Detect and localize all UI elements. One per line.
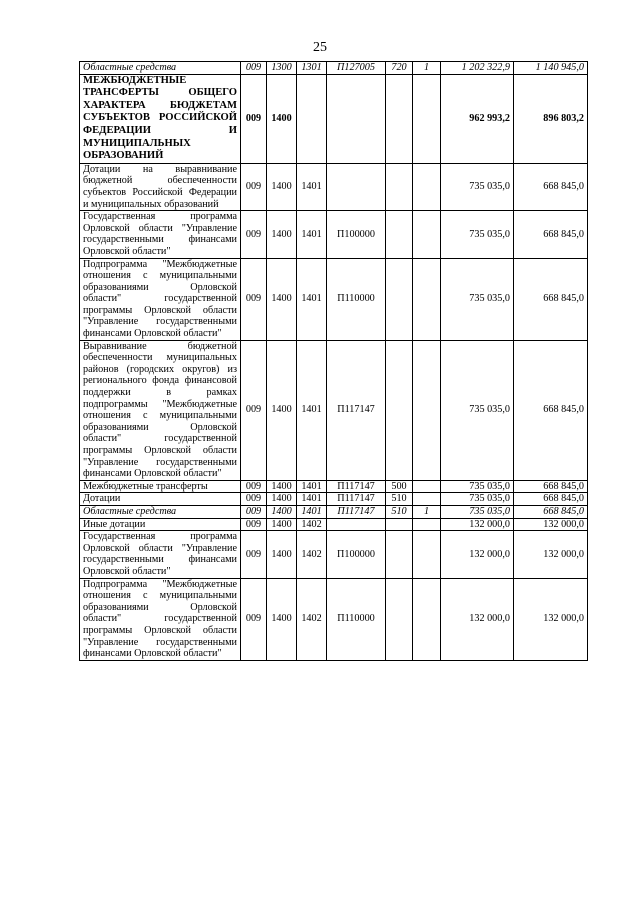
cell-funding-source [413,493,441,506]
cell-expense-type [386,74,413,163]
cell-name: Иные дотации [80,518,241,531]
cell-target-article: П110000 [327,578,386,660]
cell-target-article: П117147 [327,493,386,506]
cell-name: Областные средства [80,505,241,518]
cell-subsection: 1401 [297,258,327,340]
cell-amount-year-1: 735 035,0 [441,211,514,258]
cell-ministry-code: 009 [241,258,267,340]
cell-name: Государственная программа Орловской области "Управление государственными финансами Орловской области" [80,211,241,258]
cell-amount-year-2: 668 845,0 [514,480,588,493]
cell-ministry-code: 009 [241,531,267,578]
cell-target-article [327,518,386,531]
cell-subsection: 1401 [297,340,327,480]
cell-name: Государственная программа Орловской области "Управление государственными финансами Орловской области" [80,531,241,578]
cell-amount-year-2: 132 000,0 [514,531,588,578]
cell-funding-source: 1 [413,62,441,75]
cell-name: Межбюджетные трансферты [80,480,241,493]
cell-section: 1400 [267,518,297,531]
table-row [80,340,588,480]
cell-funding-source [413,480,441,493]
table-row [80,62,588,75]
cell-amount-year-1: 735 035,0 [441,258,514,340]
table-row [80,258,588,340]
table-row [80,518,588,531]
cell-expense-type [386,258,413,340]
budget-table-body [80,62,588,661]
cell-section: 1400 [267,480,297,493]
cell-name: Выравнивание бюджетной обеспеченности муниципальных районов (городских округов) из регионального фонда финансовой поддержки в рамках подпрограммы "Межбюджетные отношения с муниципальными образованиями Орловской области" государственной программы Орловской области "Управление государственными финансами Орловской области" [80,340,241,480]
cell-amount-year-2: 668 845,0 [514,258,588,340]
cell-section: 1400 [267,211,297,258]
cell-amount-year-2: 132 000,0 [514,578,588,660]
cell-subsection: 1402 [297,518,327,531]
cell-amount-year-2: 668 845,0 [514,163,588,210]
table-row [80,493,588,506]
cell-funding-source [413,340,441,480]
cell-section: 1400 [267,340,297,480]
cell-name: Дотации [80,493,241,506]
table-row [80,480,588,493]
page-number: 25 [313,40,327,55]
cell-amount-year-2: 668 845,0 [514,211,588,258]
cell-amount-year-2: 668 845,0 [514,493,588,506]
cell-amount-year-2: 1 140 945,0 [514,62,588,75]
cell-amount-year-2: 668 845,0 [514,340,588,480]
cell-amount-year-1: 735 035,0 [441,493,514,506]
cell-target-article: П110000 [327,258,386,340]
cell-subsection: 1402 [297,531,327,578]
cell-target-article [327,163,386,210]
table-row [80,505,588,518]
cell-funding-source [413,531,441,578]
cell-subsection: 1401 [297,211,327,258]
cell-funding-source [413,518,441,531]
cell-expense-type: 720 [386,62,413,75]
cell-target-article: П100000 [327,211,386,258]
table-row [80,531,588,578]
cell-funding-source [413,578,441,660]
cell-target-article [327,74,386,163]
cell-target-article: П117147 [327,505,386,518]
cell-name: Подпрограмма "Межбюджетные отношения с муниципальными образованиями Орловской области" государственной программы Орловской области "Управление государственными финансами Орловской области" [80,578,241,660]
cell-target-article: П127005 [327,62,386,75]
cell-name: Областные средства [80,62,241,75]
cell-amount-year-1: 735 035,0 [441,480,514,493]
table-row [80,74,588,163]
cell-expense-type [386,578,413,660]
cell-section: 1400 [267,531,297,578]
cell-ministry-code: 009 [241,62,267,75]
budget-table [79,61,588,661]
cell-section: 1400 [267,578,297,660]
cell-expense-type: 500 [386,480,413,493]
cell-amount-year-1: 132 000,0 [441,518,514,531]
cell-amount-year-1: 1 202 322,9 [441,62,514,75]
cell-ministry-code: 009 [241,211,267,258]
cell-name: МЕЖБЮДЖЕТНЫЕ ТРАНСФЕРТЫ ОБЩЕГО ХАРАКТЕРА БЮДЖЕТАМ СУБЪЕКТОВ РОССИЙСКОЙ ФЕДЕРАЦИИ И МУНИЦИПАЛЬНЫХ ОБРАЗОВАНИЙ [80,74,241,163]
cell-ministry-code: 009 [241,74,267,163]
cell-expense-type [386,163,413,210]
cell-name: Подпрограмма "Межбюджетные отношения с муниципальными образованиями Орловской области" государственной программы Орловской области "Управление государственными финансами Орловской области" [80,258,241,340]
cell-funding-source [413,74,441,163]
cell-expense-type [386,518,413,531]
cell-subsection: 1401 [297,480,327,493]
cell-expense-type [386,211,413,258]
cell-expense-type [386,531,413,578]
cell-amount-year-2: 132 000,0 [514,518,588,531]
cell-subsection: 1301 [297,62,327,75]
cell-section: 1400 [267,493,297,506]
cell-subsection: 1401 [297,505,327,518]
cell-ministry-code: 009 [241,518,267,531]
table-row [80,211,588,258]
cell-amount-year-1: 735 035,0 [441,163,514,210]
cell-section: 1400 [267,74,297,163]
cell-funding-source [413,163,441,210]
cell-ministry-code: 009 [241,493,267,506]
cell-amount-year-1: 735 035,0 [441,505,514,518]
cell-amount-year-1: 132 000,0 [441,531,514,578]
cell-expense-type [386,340,413,480]
cell-amount-year-1: 962 993,2 [441,74,514,163]
cell-ministry-code: 009 [241,340,267,480]
cell-subsection: 1401 [297,163,327,210]
cell-subsection: 1402 [297,578,327,660]
table-row [80,163,588,210]
cell-ministry-code: 009 [241,505,267,518]
cell-section: 1400 [267,258,297,340]
cell-section: 1400 [267,505,297,518]
table-row [80,578,588,660]
cell-section: 1300 [267,62,297,75]
cell-expense-type: 510 [386,493,413,506]
cell-amount-year-2: 896 803,2 [514,74,588,163]
cell-funding-source [413,211,441,258]
cell-amount-year-1: 735 035,0 [441,340,514,480]
cell-target-article: П117147 [327,480,386,493]
cell-ministry-code: 009 [241,163,267,210]
cell-ministry-code: 009 [241,578,267,660]
cell-subsection: 1401 [297,493,327,506]
cell-target-article: П117147 [327,340,386,480]
cell-funding-source: 1 [413,505,441,518]
cell-amount-year-1: 132 000,0 [441,578,514,660]
cell-expense-type: 510 [386,505,413,518]
cell-name: Дотации на выравнивание бюджетной обеспеченности субъектов Российской Федерации и муниципальных образований [80,163,241,210]
cell-ministry-code: 009 [241,480,267,493]
cell-amount-year-2: 668 845,0 [514,505,588,518]
cell-subsection [297,74,327,163]
cell-funding-source [413,258,441,340]
cell-target-article: П100000 [327,531,386,578]
cell-section: 1400 [267,163,297,210]
